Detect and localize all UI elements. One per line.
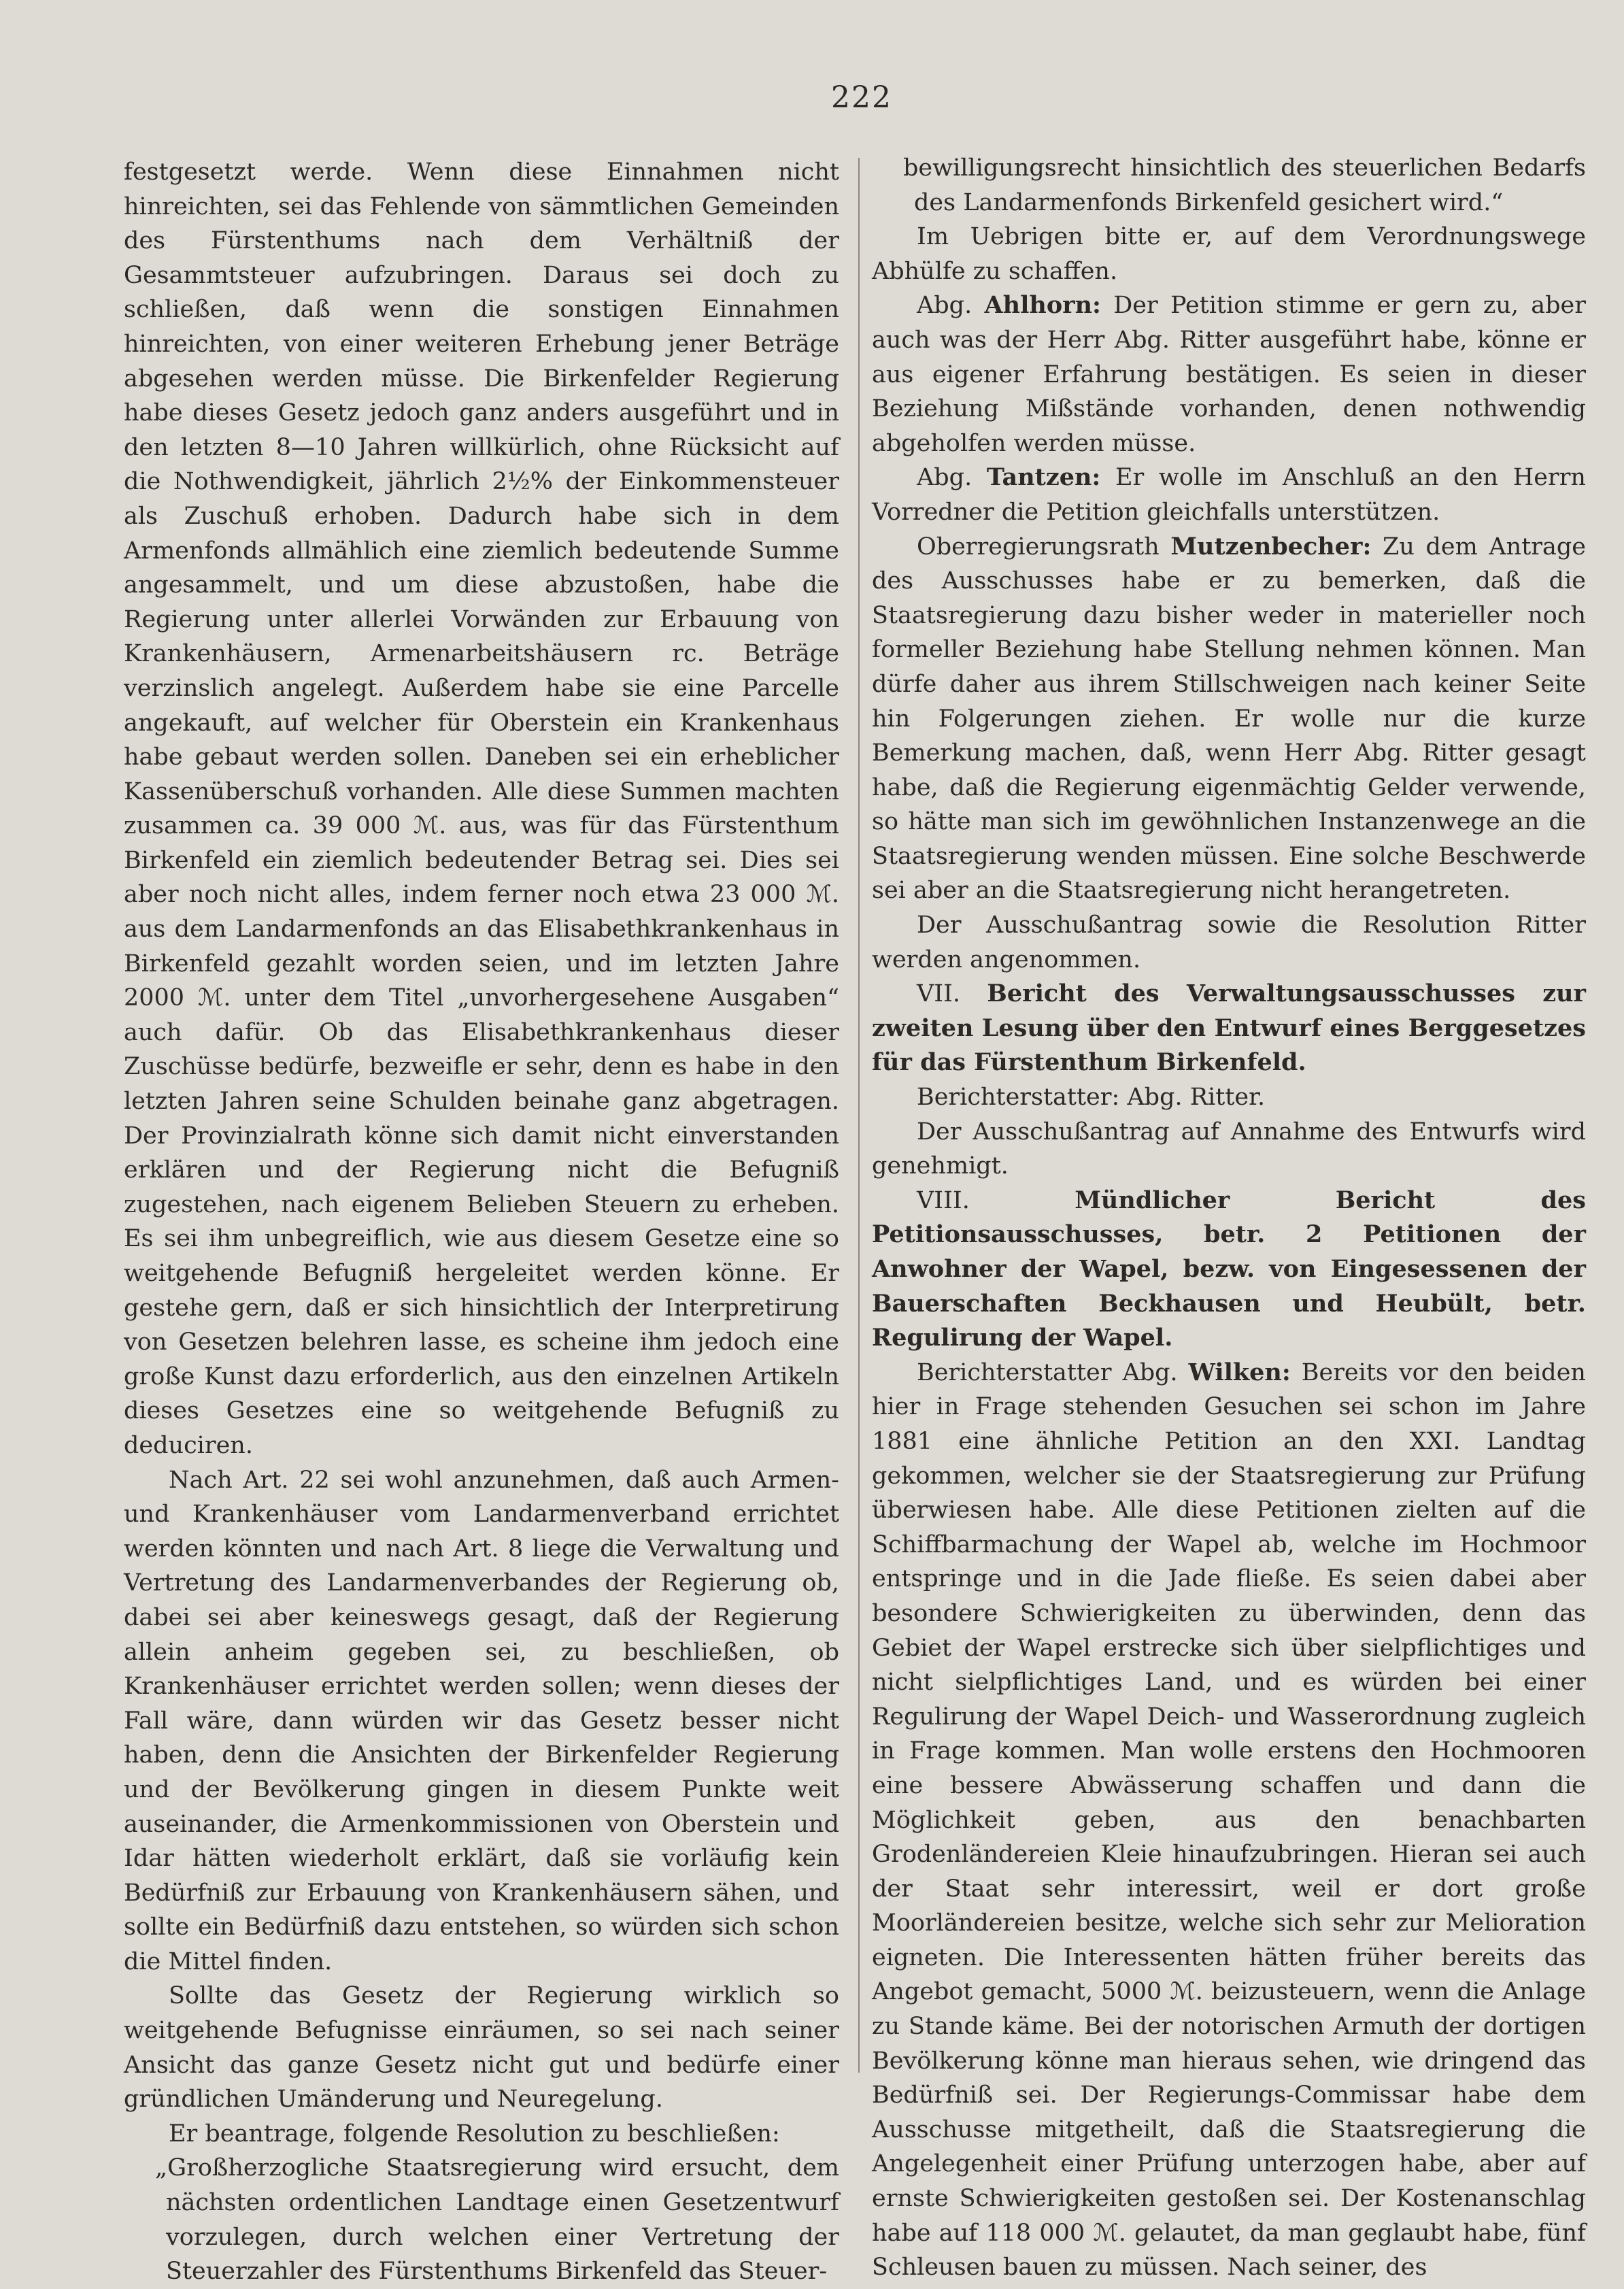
page-number: 222 <box>831 80 892 115</box>
right-paragraph-resolution-result: Der Ausschußantrag sowie die Resolution Ritter werden angenommen. <box>872 912 1586 973</box>
section-7-reporter: Berichterstatter: Abg. Ritter. <box>917 1084 1266 1112</box>
left-paragraph-3: Sollte das Gesetz der Regierung wirklich so weitgehende Befugnisse einräumen, so sei nach seiner Ansicht das ganze Gesetz nicht gut und bedürfe einer gründlichen Umänderung und Neuregelung. <box>124 1982 839 2113</box>
speaker-name-tantzen: Tantzen: <box>986 463 1101 492</box>
left-column <box>124 155 839 2289</box>
right-column <box>872 151 1586 2285</box>
left-paragraph-1: festgesetzt werde. Wenn diese Einnahmen nicht hinreichten, sei das Fehlende von sämmtlichen Gemeinden des Fürstenthums nach dem Verhältniß der Gesammtsteuer aufzubringen. Daraus sei doch zu schließen, daß wenn die sonstigen Einnahmen hinreichten, von einer weiteren Erhebung jener Beträge abgesehen werden müsse. Die Birkenfelder Regierung habe dieses Gesetz jedoch ganz anders ausgeführt und in den letzten 8—10 Jahren willkürlich, ohne Rücksicht auf die Nothwendigkeit, jährlich 2½% der Einkommensteuer als Zuschuß erhoben. Dadurch habe sich in dem Armenfonds allmählich eine ziemlich bedeutende Summe angesammelt, und um diese abzustoßen, habe die Regierung unter allerlei Vorwänden zur Erbauung von Krankenhäusern, Armenarbeitshäusern rc. Beträge verzinslich angelegt. Außerdem habe sie eine Parcelle angekauft, auf welcher für Oberstein ein Krankenhaus habe gebaut werden sollen. Daneben sei ein erheblicher Kassenüberschuß vorhanden. Alle diese Summen machten zusammen ca. 39 000 ℳ. aus, was für das Fürstenthum Birkenfeld ein ziemlich bedeutender Betrag sei. Dies sei aber noch nicht alles, indem ferner noch etwa 23 000 ℳ. aus dem Landarmenfonds an das Elisabethkrankenhaus in Birkenfeld gezahlt worden seien, und im letzten Jahre 2000 ℳ. unter dem Titel „unvorhergesehene Ausgaben“ auch dafür. Ob das Elisabethkrankenhaus dieser Zuschüsse bedürfe, bezweifle er sehr, denn es habe in den letzten Jahren seine Schulden beinahe ganz abgetragen. Der Provinzialrath könne sich damit nicht einverstanden erklären und der Regierung nicht die Befugniß zugestehen, nach eigenem Belieben Steuern zu erheben. Es sei ihm unbegreiflich, wie aus diesem Gesetze eine so weitgehende Befugniß hergeleitet werden könne. Er gestehe gern, daß er sich hinsichtlich der Interpretirung von Gesetzen belehren lasse, es scheine ihm jedoch eine große Kunst dazu erforderlich, aus den einzelnen Artikeln dieses Gesetzes eine so weitgehende Befugniß zu deduciren. <box>124 158 839 1459</box>
section-8-title: Mündlicher Bericht des Petitionsausschusses, betr. 2 Petitionen der Anwohner der Wapel, bezw. von Eingesessenen der Bauerschaften Beckhausen und Heubült, betr. Regulirung der Wapel. <box>872 1186 1586 1352</box>
speaker-name-wilken: Wilken: <box>1188 1358 1291 1386</box>
section-7-result: Der Ausschußantrag auf Annahme des Entwurfs wird genehmigt. <box>872 1118 1586 1180</box>
speech-text: Der Petition stimme er gern zu, aber auch was der Herr Abg. Ritter ausgeführt habe, könne er aus eigener Erfahrung bestätigen. Es seien in dieser Beziehung Mißstände vorhanden, denen nothwendig abgeholfen werden müsse. <box>872 292 1586 457</box>
right-paragraph-1: Im Uebrigen bitte er, auf dem Verordnungswege Abhülfe zu schaffen. <box>872 223 1586 285</box>
column-divider <box>858 158 860 2073</box>
speaker-name-mutzenbecher: Mutzenbecher: <box>1170 532 1372 561</box>
speaker-name-ahlhorn: Ahlhorn: <box>984 291 1101 320</box>
left-paragraph-4: Er beantrage, folgende Resolution zu beschließen: <box>169 2120 780 2148</box>
section-7-title: Bericht des Verwaltungsausschusses zur zweiten Lesung über den Entwurf eines Berggesetzes für das Fürstenthum Birkenfeld. <box>872 980 1586 1077</box>
speech-mutzenbecher <box>872 530 1586 909</box>
section-8-number: VIII. <box>917 1186 970 1214</box>
speaker-prefix: Abg. <box>917 292 972 320</box>
report-text: Bereits vor den beiden hier in Frage stehenden Gesuchen sei schon im Jahre 1881 eine ähnliche Petition an den XXI. Landtag gekommen, welcher sie der Staatsregierung zur Prüfung überwiesen habe. Alle diese Petitionen zielten auf die Schiffbarmachung der Wapel ab, welche im Hochmoor entspringe und in die Jade fließe. Es seien dabei aber besondere Schwierigkeiten zu überwinden, denn das Gebiet der Wapel erstrecke sich über sielpflichtiges und nicht sielpflichtiges Land, und es würden bei einer Regulirung der Wapel Deich- und Wasserordnung zugleich in Frage kommen. Man wolle erstens den Hochmooren eine bessere Abwässerung schaffen und dann die Möglichkeit geben, aus den benachbarten Grodenländereien Kleie hinaufzubringen. Hieran sei auch der Staat sehr interessirt, weil er dort große Moorländereien besitze, welche sich sehr zur Melioration eigneten. Die Interessenten hätten früher bereits das Angebot gemacht, 5000 ℳ. beizusteuern, wenn die Anlage zu Stande käme. Bei der notorischen Armuth der dortigen Bevölkerung könne man hieraus sehen, wie dringend das Bedürfniß sei. Der Regierungs-Commissar habe dem Ausschusse mitgetheilt, daß die Staatsregierung die Angelegenheit einer Prüfung unterzogen habe, aber auf ernste Schwierigkeiten gestoßen sei. Der Kostenanschlag habe auf 118 000 ℳ. gelautet, da man geglaubt habe, fünf Schleusen bauen zu müssen. Nach seiner, des <box>872 1358 1586 2282</box>
speaker-prefix: Oberregierungsrath <box>917 533 1160 561</box>
section-7-number: VII. <box>917 980 961 1008</box>
resolution-quote-text: „Großherzogliche Staatsregierung wird ersucht, dem nächsten ordentlichen Landtage einen Gesetzentwurf vorzulegen, durch welchen einer Vertretung der Steuerzahler des Fürstenthums Birkenfeld das Steuer- <box>155 2154 839 2286</box>
section-8-report <box>872 1356 1586 2285</box>
resolution-quote <box>124 2151 839 2288</box>
speech-text: Zu dem Antrage des Ausschusses habe er zu bemerken, daß die Staatsregierung dazu bisher weder in materieller noch formeller Beziehung habe Stellung nehmen können. Man dürfe daher aus ihrem Stillschweigen nach keiner Seite hin Folgerungen ziehen. Er wolle nur die kurze Bemerkung machen, daß, wenn Herr Abg. Ritter gesagt habe, daß die Regierung eigenmächtig Gelder verwende, so hätte man sich im gewöhnlichen Instanzenwege an die Staatsregierung wenden müssen. Eine solche Beschwerde sei aber an die Staatsregierung nicht herangetreten. <box>872 533 1586 905</box>
speech-ahlhorn <box>872 288 1586 461</box>
speech-tantzen <box>872 461 1586 529</box>
speaker-prefix: Abg. <box>917 464 972 492</box>
reporter-prefix: Berichterstatter Abg. <box>917 1358 1178 1386</box>
resolution-quote-continued <box>872 151 1586 220</box>
speech-text: Er wolle im Anschluß an den Herrn Vorredner die Petition gleichfalls unterstützen. <box>872 464 1586 526</box>
section-7-heading <box>872 977 1586 1080</box>
section-8-heading <box>872 1184 1586 1356</box>
left-paragraph-2: Nach Art. 22 sei wohl anzunehmen, daß auch Armen- und Krankenhäuser vom Landarmenverband errichtet werden könnten und nach Art. 8 liege die Verwaltung und Vertretung des Landarmenverbandes der Regierung ob, dabei sei aber keineswegs gesagt, daß der Regierung allein anheim gegeben sei, zu beschließen, ob Krankenhäuser errichtet werden sollen; wenn dieses der Fall wäre, dann würden wir das Gesetz besser nicht haben, denn die Ansichten der Birkenfelder Regierung und der Bevölkerung gingen in diesem Punkte weit auseinander, die Armenkommissionen von Oberstein und Idar hätten wiederholt erklärt, daß sie vorläufig kein Bedürfniß zur Erbauung von Krankenhäusern sähen, und sollte ein Bedürfniß dazu entstehen, so würden sich schon die Mittel finden. <box>124 1466 839 1975</box>
resolution-quote-continued-text: bewilligungsrecht hinsichtlich des steuerlichen Bedarfs des Landarmenfonds Birkenfeld gesichert wird.“ <box>903 154 1586 216</box>
